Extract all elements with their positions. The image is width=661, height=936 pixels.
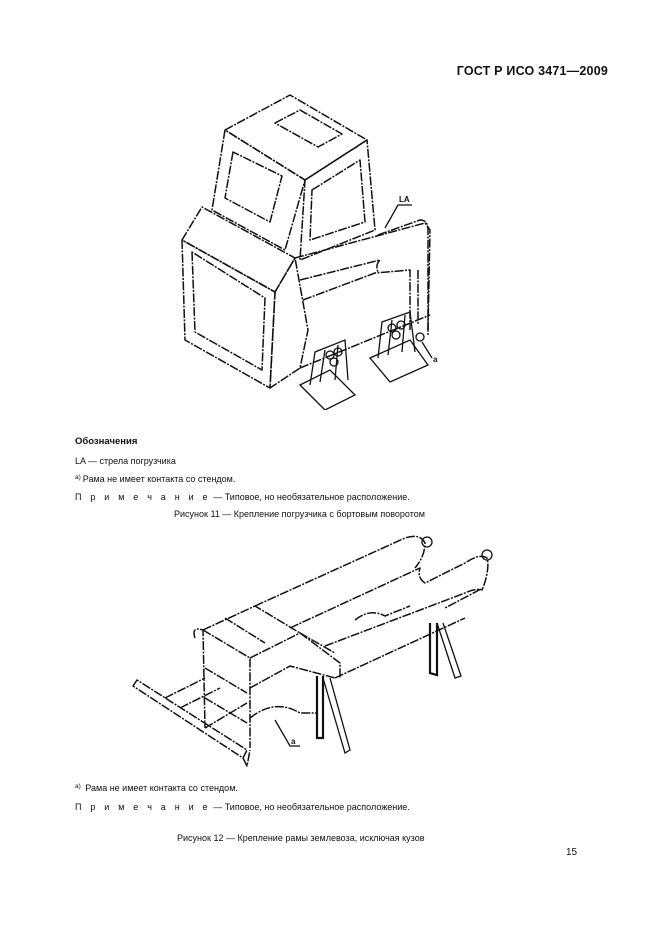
skid-steer-loader-illustration	[170, 90, 460, 410]
frame-stand-rear	[430, 623, 461, 678]
page-number: 15	[566, 847, 578, 858]
figure-12-note	[75, 802, 410, 812]
figure-11-footnote	[75, 474, 235, 484]
frame-stand-front	[317, 676, 350, 753]
label-a: a	[433, 355, 438, 364]
test-stand-left	[300, 340, 355, 410]
figure-11-note	[75, 492, 410, 502]
legend-title: Обозначения	[75, 436, 138, 447]
test-stand-right	[370, 312, 428, 382]
footnote-marker: a)	[75, 474, 81, 481]
footnote-marker: a)	[75, 783, 81, 790]
footnote-text: Рама не имеет контакта со стендом.	[82, 474, 236, 484]
figure-12-footnote	[75, 783, 238, 793]
label-a: a	[291, 737, 296, 746]
legend-item-la: LA — стрела погрузчика	[75, 456, 176, 466]
note-label: П р и м е ч а н и е	[75, 802, 211, 812]
figure-12-caption: Рисунок 12 — Крепление рамы землевоза, исключая кузов	[177, 833, 425, 843]
hauler-frame-illustration	[125, 528, 505, 773]
label-la: LA	[399, 195, 410, 204]
figure-12-drawing	[125, 528, 505, 773]
footnote-text: Рама не имеет контакта со стендом.	[85, 783, 238, 793]
figure-11-caption: Рисунок 11 — Крепление погрузчика с бортовым поворотом	[174, 509, 425, 519]
note-label: П р и м е ч а н и е	[75, 492, 211, 502]
note-text: — Типовое, но необязательное расположение.	[210, 492, 410, 502]
document-header-standard: ГОСТ Р ИСО 3471—2009	[456, 64, 608, 78]
figure-11-drawing	[170, 90, 460, 410]
note-text: — Типовое, но необязательное расположение.	[210, 802, 410, 812]
